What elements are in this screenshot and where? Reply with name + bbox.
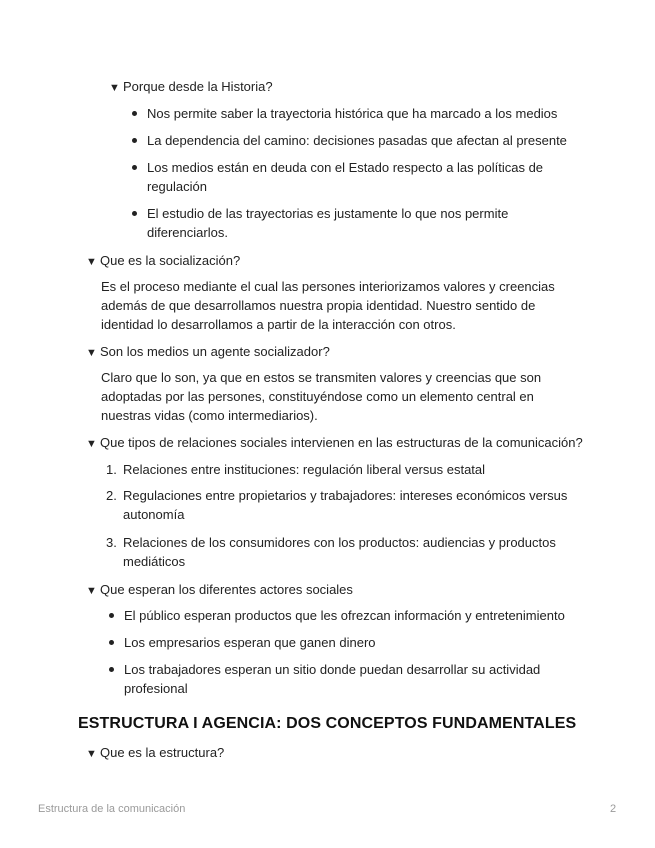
page-number: 2: [610, 803, 617, 815]
bullet-dot-icon: [109, 667, 114, 672]
list-item-text: La dependencia del camino: decisiones pasadas que afectan al presente: [147, 133, 567, 148]
bullet-dot-icon: [132, 165, 137, 170]
list-item-text: El estudio de las trayectorias es justamente lo que nos permite diferenciarlos.: [147, 206, 509, 240]
toggle-label: Que esperan los diferentes actores sociales: [100, 582, 353, 597]
toggle-agente-socializador[interactable]: [86, 342, 330, 363]
item-text: Relaciones entre instituciones: regulación liberal versus estatal: [123, 462, 486, 477]
item-number: 3.: [106, 535, 117, 550]
triangle-down-icon[interactable]: ▼: [86, 256, 97, 268]
bullet-dot-icon: [132, 211, 137, 216]
triangle-down-icon[interactable]: ▼: [86, 347, 97, 359]
triangle-down-icon[interactable]: ▼: [86, 585, 97, 597]
agente-answer: Claro que lo son, ya que en estos se transmiten valores y creencias que son adoptadas por las persones, constituyéndose como un elemento central en nuestras vidas (como intermediarios).: [101, 370, 542, 423]
toggle-label: Que es la estructura?: [100, 745, 225, 760]
toggle-label: Son los medios un agente socializador?: [100, 344, 330, 359]
toggle-socializacion[interactable]: [86, 251, 240, 272]
list-item-text: Los medios están en deuda con el Estado respecto a las políticas de regulación: [147, 160, 544, 194]
toggle-relaciones[interactable]: [86, 433, 583, 454]
list-item-text: Nos permite saber la trayectoria histórica que ha marcado a los medios: [147, 106, 558, 121]
toggle-label: Que es la socialización?: [100, 253, 241, 268]
bullet-dot-icon: [109, 613, 114, 618]
list-item-text: El público esperan productos que les ofrezcan información y entretenimiento: [124, 608, 565, 623]
bullet-dot-icon: [132, 138, 137, 143]
triangle-down-icon[interactable]: ▼: [86, 748, 97, 760]
bullet-dot-icon: [132, 111, 137, 116]
footer-title: Estructura de la comunicación: [38, 803, 186, 815]
item-text: Relaciones de los consumidores con los productos: audiencias y productos mediáticos: [123, 535, 556, 569]
bullet-dot-icon: [109, 640, 114, 645]
toggle-label: Que tipos de relaciones sociales intervienen en las estructuras de la comunicación?: [100, 435, 583, 450]
toggle-label: Porque desde la Historia?: [123, 79, 273, 94]
item-number: 1.: [106, 462, 117, 477]
socializacion-answer: Es el proceso mediante el cual las persones interiorizamos valores y creencias además de que desarrollamos nuestra propia identidad. Nuestro sentido de identidad lo desarrollamos a partir de la interacción con otros.: [101, 279, 555, 332]
item-number: 2.: [106, 488, 117, 503]
section-heading: ESTRUCTURA I AGENCIA: DOS CONCEPTOS FUNDAMENTALES: [78, 715, 577, 732]
toggle-actores[interactable]: [86, 580, 353, 601]
item-text: Regulaciones entre propietarios y trabajadores: intereses económicos versus autonomía: [123, 488, 568, 522]
toggle-estructura[interactable]: [86, 743, 224, 764]
triangle-down-icon[interactable]: ▼: [109, 82, 120, 94]
list-item-text: Los empresarios esperan que ganen dinero: [124, 635, 376, 650]
toggle-historia[interactable]: [109, 77, 273, 98]
triangle-down-icon[interactable]: ▼: [86, 438, 97, 450]
list-item-text: Los trabajadores esperan un sitio donde puedan desarrollar su actividad profesional: [124, 662, 541, 696]
